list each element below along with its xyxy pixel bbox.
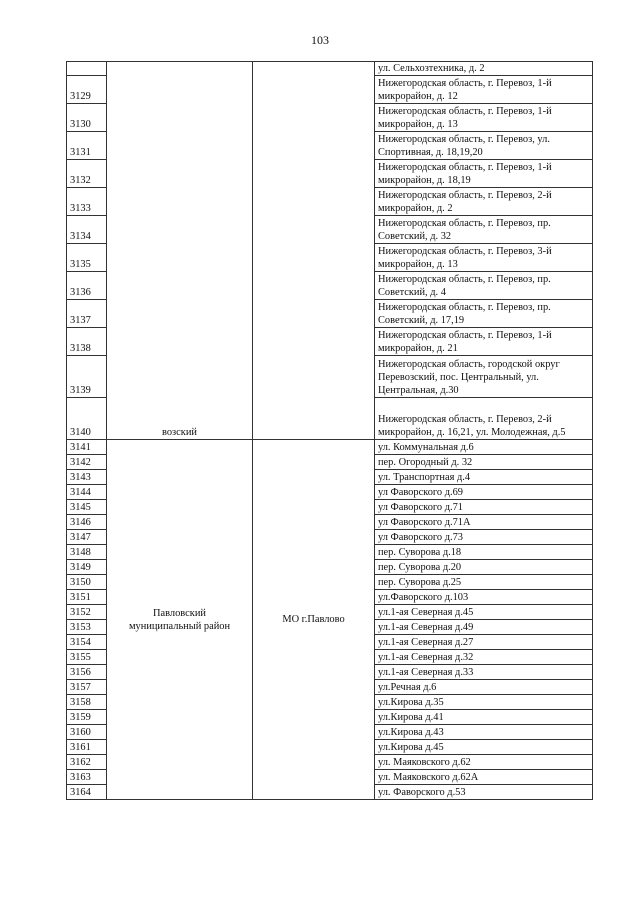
row-number: 3134 xyxy=(67,216,107,244)
address-cell: ул. Фаворского д.53 xyxy=(375,785,593,800)
address-cell: пер. Суворова д.20 xyxy=(375,560,593,575)
row-number: 3145 xyxy=(67,500,107,515)
table-row xyxy=(67,62,593,76)
row-number: 3135 xyxy=(67,244,107,272)
row-number: 3153 xyxy=(67,620,107,635)
row-number: 3151 xyxy=(67,590,107,605)
address-cell: Нижегородская область, г. Перевоз, пр. Советский, д. 17,19 xyxy=(375,300,593,328)
address-cell: Нижегородская область, г. Перевоз, ул. Спортивная, д. 18,19,20 xyxy=(375,132,593,160)
address-cell: ул Фаворского д.71 xyxy=(375,500,593,515)
address-cell: Нижегородская область, г. Перевоз, 1-й микрорайон, д. 21 xyxy=(375,328,593,356)
address-cell: Нижегородская область, г. Перевоз, 2-й микрорайон, д. 16,21, ул. Молодежная, д.5 xyxy=(375,398,593,440)
row-number: 3152 xyxy=(67,605,107,620)
address-cell: пер. Суворова д.18 xyxy=(375,545,593,560)
address-cell: ул Фаворского д.73 xyxy=(375,530,593,545)
address-cell: ул. Сельхозтехника, д. 2 xyxy=(375,62,593,76)
row-number: 3140 xyxy=(67,398,107,440)
row-number: 3147 xyxy=(67,530,107,545)
row-number: 3162 xyxy=(67,755,107,770)
row-number: 3137 xyxy=(67,300,107,328)
row-number: 3142 xyxy=(67,455,107,470)
address-cell: пер. Суворова д.25 xyxy=(375,575,593,590)
row-number: 3148 xyxy=(67,545,107,560)
address-cell: ул.Кирова д.35 xyxy=(375,695,593,710)
address-cell: Нижегородская область, г. Перевоз, 1-й микрорайон, д. 13 xyxy=(375,104,593,132)
row-number: 3143 xyxy=(67,470,107,485)
address-cell: ул. Транспортная д.4 xyxy=(375,470,593,485)
table-body xyxy=(67,62,593,800)
municipal-area-cell: Павловский муниципальный район xyxy=(107,440,253,800)
row-number: 3163 xyxy=(67,770,107,785)
address-cell: ул.Речная д.6 xyxy=(375,680,593,695)
address-cell: Нижегородская область, г. Перевоз, 3-й микрорайон, д. 13 xyxy=(375,244,593,272)
row-number: 3141 xyxy=(67,440,107,455)
address-cell: ул.1-ая Северная д.49 xyxy=(375,620,593,635)
row-number: 3154 xyxy=(67,635,107,650)
table-row xyxy=(67,440,593,455)
row-number: 3131 xyxy=(67,132,107,160)
address-cell: Нижегородская область, г. Перевоз, пр. Советский, д. 4 xyxy=(375,272,593,300)
address-cell: Нижегородская область, г. Перевоз, пр. Советский, д. 32 xyxy=(375,216,593,244)
address-cell: ул. Маяковского д.62 xyxy=(375,755,593,770)
address-cell: ул.1-ая Северная д.27 xyxy=(375,635,593,650)
address-cell: ул.Фаворского д.103 xyxy=(375,590,593,605)
row-number xyxy=(67,62,107,76)
row-number: 3129 xyxy=(67,76,107,104)
address-cell: ул. Маяковского д.62А xyxy=(375,770,593,785)
row-number: 3164 xyxy=(67,785,107,800)
row-number: 3156 xyxy=(67,665,107,680)
row-number: 3139 xyxy=(67,356,107,398)
row-number: 3132 xyxy=(67,160,107,188)
municipal-area-cell: возский xyxy=(107,62,253,440)
row-number: 3133 xyxy=(67,188,107,216)
row-number: 3130 xyxy=(67,104,107,132)
address-registry-table xyxy=(66,61,593,800)
municipality-cell: МО г.Павлово xyxy=(253,440,375,800)
address-cell: ул Фаворского д.71А xyxy=(375,515,593,530)
address-cell: Нижегородская область, городской округ Перевозский, пос. Центральный, ул. Центральная, д.30 xyxy=(375,356,593,398)
address-cell: Нижегородская область, г. Перевоз, 1-й микрорайон, д. 18,19 xyxy=(375,160,593,188)
row-number: 3150 xyxy=(67,575,107,590)
page-number: 103 xyxy=(311,33,329,47)
row-number: 3149 xyxy=(67,560,107,575)
municipality-cell xyxy=(253,62,375,440)
address-cell: ул.Кирова д.41 xyxy=(375,710,593,725)
address-cell: ул.Кирова д.45 xyxy=(375,740,593,755)
row-number: 3159 xyxy=(67,710,107,725)
address-cell: ул.1-ая Северная д.33 xyxy=(375,665,593,680)
address-cell: Нижегородская область, г. Перевоз, 1-й микрорайон, д. 12 xyxy=(375,76,593,104)
address-cell: ул. Коммунальная д.6 xyxy=(375,440,593,455)
address-cell: ул Фаворского д.69 xyxy=(375,485,593,500)
address-cell: ул.Кирова д.43 xyxy=(375,725,593,740)
address-cell: Нижегородская область, г. Перевоз, 2-й микрорайон, д. 2 xyxy=(375,188,593,216)
row-number: 3161 xyxy=(67,740,107,755)
row-number: 3160 xyxy=(67,725,107,740)
address-cell: ул.1-ая Северная д.32 xyxy=(375,650,593,665)
row-number: 3138 xyxy=(67,328,107,356)
address-cell: ул.1-ая Северная д.45 xyxy=(375,605,593,620)
row-number: 3158 xyxy=(67,695,107,710)
address-cell: пер. Огородный д. 32 xyxy=(375,455,593,470)
row-number: 3146 xyxy=(67,515,107,530)
row-number: 3136 xyxy=(67,272,107,300)
row-number: 3144 xyxy=(67,485,107,500)
row-number: 3155 xyxy=(67,650,107,665)
row-number: 3157 xyxy=(67,680,107,695)
